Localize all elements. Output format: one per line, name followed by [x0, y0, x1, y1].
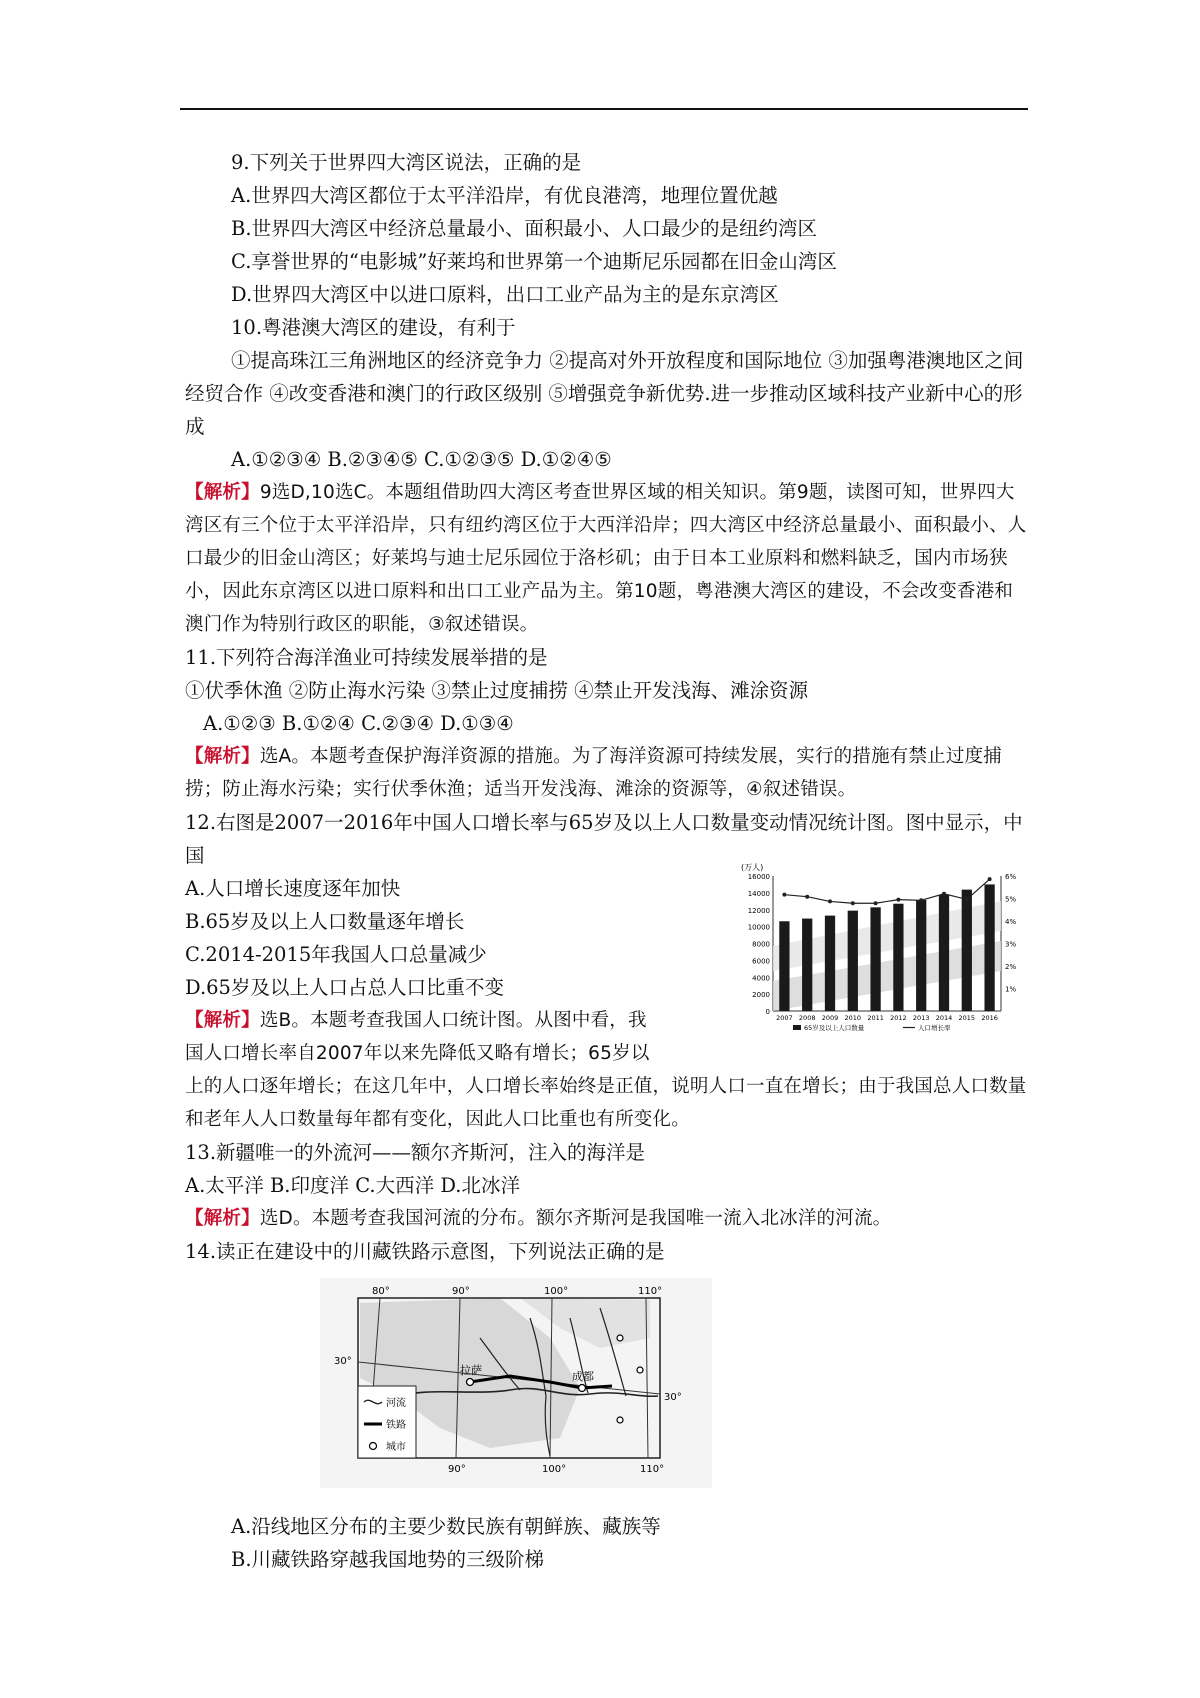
q9-option-b: B.世界四大湾区中经济总量最小、面积最小、人口最少的是纽约湾区 [231, 217, 818, 240]
city-chengdu [579, 1385, 586, 1392]
growth-rate-point-2015 [965, 897, 969, 901]
q12-block [185, 806, 1030, 1136]
lon-label-90-bottom: 90° [448, 1464, 466, 1475]
bar-2013 [916, 900, 926, 1011]
q14-stem: 14.读正在建设中的川藏铁路示意图，下列说法正确的是 [185, 1240, 665, 1263]
bar-2014 [939, 895, 949, 1011]
label-lhasa: 拉萨 [460, 1364, 482, 1377]
y2-tick-label: 4% [1005, 918, 1017, 926]
y2-tick-label: 2% [1005, 963, 1017, 971]
label-chengdu: 成都 [572, 1370, 594, 1383]
lon-label-100-bottom: 100° [542, 1464, 567, 1475]
document-body [185, 146, 1030, 1576]
q12-option-b: B.65岁及以上人口数量逐年增长 [185, 910, 465, 933]
lon-label-110-bottom: 110° [640, 1464, 665, 1475]
city-lhasa [467, 1379, 474, 1386]
legend-city-symbol [370, 1443, 377, 1450]
y2-tick-label: 1% [1005, 985, 1017, 994]
bar-2010 [848, 911, 858, 1011]
bar-2007 [779, 921, 789, 1011]
y-tick-label: 2000 [752, 991, 770, 1000]
analysis-tag: 【解析】 [185, 1208, 260, 1229]
q12-option-c: C.2014-2015年我国人口总量减少 [185, 943, 487, 966]
q9-option-d: D.世界四大湾区中以进口原料，出口工业产品为主的是东京湾区 [231, 283, 779, 306]
legend-railway-label: 铁路 [386, 1420, 406, 1431]
x-tick-label: 2007 [776, 1014, 793, 1022]
analysis-9-10 [185, 476, 1030, 641]
analysis-12-part [185, 1004, 655, 1070]
analysis-text: 选B。本题考查我国人口统计图。从图中看，我国人口增长率自2007年以来先降低又略有增长；65岁以 [185, 1010, 650, 1064]
city-marker [617, 1335, 623, 1341]
bar-2016 [984, 884, 994, 1011]
q9-stem: 9.下列关于世界四大湾区说法，正确的是 [231, 151, 582, 174]
x-tick-label: 2010 [844, 1014, 862, 1022]
q9-option-c: C.享誉世界的“电影城”好莱坞和世界第一个迪斯尼乐园都在旧金山湾区 [231, 250, 837, 273]
analysis-text: 9选D,10选C。本题组借助四大湾区考查世界区域的相关知识。第9题，读图可知，世界四大湾区有三个位于太平洋沿岸，只有纽约湾区位于大西洋沿岸；四大湾区中经济总量最小、面积最小、人口最少的旧金山湾区；好莱坞与迪士尼乐园位于洛杉矶；由于日本工业原料和燃料缺乏，国内市场狭小，因此东京湾区以进口原料和出口工业产品为主。第10题，粤港澳大湾区的建设，不会改变香港和澳门作为特别行政区的职能，③叙述错误。 [185, 482, 1027, 635]
q10-options: A.①②③④ B.②③④⑤ C.①②③⑤ D.①②④⑤ [231, 448, 612, 471]
q10-body: ①提高珠江三角洲地区的经济竞争力 ②提高对外开放程度和国际地位 ③加强粤港澳地区之间经贸合作 ④改变香港和澳门的行政区级别 ⑤增强竞争新优势.进一步推动区域科技产业新中心的形成 [185, 349, 1024, 438]
lat-label-right: 30° [664, 1392, 682, 1403]
x-tick-label: 2011 [867, 1014, 884, 1022]
x-tick-label: 2014 [935, 1014, 953, 1022]
y-tick-label: 14000 [747, 889, 770, 898]
sichuan-tibet-railway-map [320, 1278, 712, 1488]
lat-label-left: 30° [334, 1356, 352, 1367]
q9-option-a: A.世界四大湾区都位于太平洋沿岸，有优良港湾，地理位置优越 [231, 184, 778, 207]
q12-option-a: A.人口增长速度逐年加快 [185, 877, 401, 900]
analysis-tag: 【解析】 [185, 1010, 260, 1031]
growth-rate-point-2011 [874, 901, 878, 905]
q14-option-b: B.川藏铁路穿越我国地势的三级阶梯 [231, 1548, 545, 1571]
city-marker [637, 1367, 643, 1373]
city-marker [617, 1417, 623, 1423]
x-tick-label: 2016 [981, 1014, 998, 1022]
legend-line-label: 人口增长率 [918, 1024, 951, 1032]
growth-rate-point-2016 [988, 877, 992, 881]
q12-stem: 12.右图是2007一2016年中国人口增长率与65岁及以上人口数量变动情况统计图。图中显示，中国 [185, 811, 1023, 867]
analysis-11 [185, 740, 1030, 806]
y-tick-label: 16000 [747, 873, 770, 881]
y-tick-label: 0 [765, 1008, 770, 1016]
analysis-text: 选D。本题考查我国河流的分布。额尔齐斯河是我国唯一流入北冰洋的河流。 [259, 1208, 892, 1229]
x-tick-label: 2015 [958, 1014, 976, 1022]
analysis-13 [185, 1202, 1030, 1235]
population-chart [733, 856, 1031, 1034]
x-tick-label: 2009 [821, 1014, 839, 1022]
y2-tick-label: 5% [1005, 895, 1017, 904]
y2-tick-label: 3% [1005, 940, 1017, 949]
legend-bar-swatch [793, 1025, 801, 1030]
y2-tick-label: 6% [1005, 873, 1017, 881]
header-rule [180, 108, 1028, 110]
analysis-tag: 【解析】 [185, 746, 260, 767]
growth-rate-point-2009 [828, 899, 832, 903]
x-tick-label: 2013 [912, 1014, 930, 1022]
bar-2011 [870, 907, 880, 1011]
analysis-12-rest: 上的人口逐年增长；在这几年中，人口增长率始终是正值，说明人口一直在增长；由于我国总人口数量和老年人人口数量每年都有变化，因此人口比重也有所变化。 [185, 1076, 1027, 1130]
bar-2015 [962, 890, 972, 1011]
y-tick-label: 10000 [747, 923, 770, 932]
lon-label-80: 80° [372, 1286, 390, 1297]
lon-label-100-top: 100° [544, 1286, 569, 1297]
bar-2008 [802, 919, 812, 1011]
lon-label-90-top: 90° [452, 1286, 470, 1297]
bar-2009 [825, 916, 835, 1011]
y-tick-label: 4000 [752, 974, 770, 983]
growth-rate-point-2012 [896, 898, 900, 902]
growth-rate-point-2013 [919, 898, 923, 902]
bar-2012 [893, 904, 903, 1011]
y-tick-label: 8000 [752, 940, 770, 949]
q13-stem: 13.新疆唯一的外流河——额尔齐斯河，注入的海洋是 [185, 1141, 646, 1164]
growth-rate-point-2014 [942, 892, 946, 896]
q10-stem: 10.粤港澳大湾区的建设，有利于 [231, 316, 516, 339]
x-tick-label: 2012 [890, 1014, 907, 1022]
growth-rate-point-2008 [805, 895, 809, 899]
q11-items: ①伏季休渔 ②防止海水污染 ③禁止过度捕捞 ④禁止开发浅海、滩涂资源 [185, 679, 809, 702]
q13-options: A.太平洋 B.印度洋 C.大西洋 D.北冰洋 [185, 1174, 520, 1197]
growth-rate-point-2007 [782, 893, 786, 897]
lon-label-110-top: 110° [638, 1286, 663, 1297]
y-axis-unit: (万人) [741, 863, 764, 872]
y-tick-label: 6000 [752, 957, 770, 966]
analysis-text: 选A。本题考查保护海洋资源的措施。为了海洋资源可持续发展，实行的措施有禁止过度捕捞；防止海水污染；实行伏季休渔；适当开发浅海、滩涂的资源等，④叙述错误。 [185, 746, 1002, 800]
q11-options: A.①②③ B.①②④ C.②③④ D.①③④ [203, 712, 514, 735]
growth-rate-point-2010 [851, 901, 855, 905]
y-tick-label: 12000 [747, 906, 770, 915]
q12-option-d: D.65岁及以上人口占总人口比重不变 [185, 976, 504, 999]
x-tick-label: 2008 [798, 1014, 816, 1022]
q11-stem: 11.下列符合海洋渔业可持续发展举措的是 [185, 646, 548, 669]
legend-river-label: 河流 [386, 1398, 406, 1409]
q14-option-a: A.沿线地区分布的主要少数民族有朝鲜族、藏族等 [231, 1515, 661, 1538]
legend-bar-label: 65岁及以上人口数量 [804, 1024, 865, 1032]
legend-city-label: 城市 [386, 1442, 406, 1453]
analysis-tag: 【解析】 [185, 482, 260, 503]
